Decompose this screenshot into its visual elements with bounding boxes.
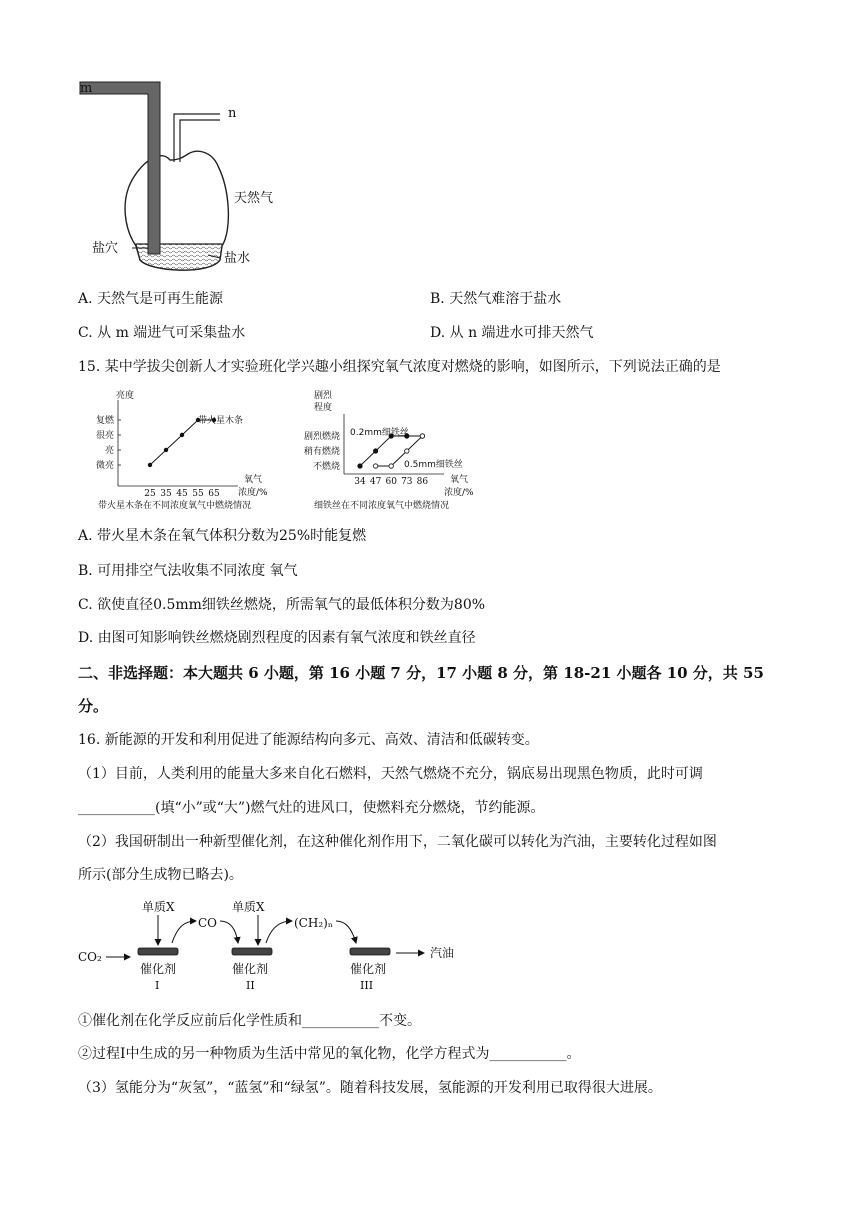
right-xtick-label: 86: [416, 477, 429, 487]
q15-option-c: C. 欲使直径0.5mm细铁丝燃烧，所需氧气的最低体积分数为80%: [78, 597, 486, 613]
roman-3: III: [360, 979, 374, 992]
roman-1: I: [155, 979, 160, 992]
q16-p2-line1: （2）我国研制出一种新型催化剂，在这种催化剂作用下，二氧化碳可以转化为汽油，主要转化过程如图: [78, 834, 717, 850]
section2-heading-line2: 分。: [78, 697, 109, 715]
co2-label: CO₂: [78, 950, 102, 964]
left-xlabel-2: 浓度/%: [238, 488, 268, 498]
left-ytick-label: 很亮: [95, 431, 114, 441]
q15-option-d: D. 由图可知影响铁丝燃烧剧烈程度的因素有氧气浓度和铁丝直径: [78, 630, 476, 646]
ch2n-label: (CH₂)ₙ: [294, 916, 334, 930]
left-ytick-label: 复燃: [95, 416, 114, 426]
q16-sub1: ①催化剂在化学反应前后化学性质和___________不变。: [78, 1013, 421, 1029]
gasoline-label: 汽油: [430, 946, 455, 960]
q16-sub2: ②过程Ⅰ中生成的另一种物质为生活中常见的氧化物，化学方程式为___________。: [78, 1046, 581, 1062]
q15-stem: 15. 某中学拔尖创新人才实验班化学兴趣小组探究氧气浓度对燃烧的影响，如图所示，下列说法正确的是: [78, 359, 721, 375]
q16-p1-line1: （1）目前，人类利用的能量大多来自化石燃料，天然气燃烧不充分，锅底易出现黑色物质，此时可调: [78, 766, 703, 782]
roman-2: II: [246, 979, 255, 992]
right-chart-ylabel-2: 程度: [314, 403, 333, 413]
pipe-n: [174, 114, 220, 162]
element-x-label-2: 单质X: [232, 900, 265, 914]
section2-heading-line1: 二、非选择题：本大题共 6 小题，第 16 小题 7 分，17 小题 8 分，第 18-21 小题各 10 分，共 55: [78, 664, 764, 682]
catalyst-label-2: 催化剂: [232, 962, 269, 976]
catalyst-disk-1: [138, 948, 178, 955]
left-chart-caption: 带火星木条在不同浓度氧气中燃烧情况: [98, 501, 252, 511]
right-xtick-label: 73: [401, 477, 413, 487]
label-n: n: [228, 106, 237, 121]
right-series-point-0: [358, 464, 362, 468]
q14-option-d: D. 从 n 端进水可排天然气: [430, 325, 594, 341]
label-cave: 盐穴: [92, 241, 119, 256]
left-xtick-label: 45: [176, 489, 188, 499]
salt-cavern-figure: [70, 70, 310, 280]
catalyst-label-1: 催化剂: [140, 962, 177, 976]
left-xtick-label: 55: [192, 489, 204, 499]
catalyst-label-3: 催化剂: [350, 962, 387, 976]
right-xlabel-2: 浓度/%: [444, 488, 474, 498]
left-series-point: [164, 448, 168, 452]
catalyst-disk-3: [350, 948, 390, 955]
catalysis-process-diagram: [74, 895, 494, 1005]
q16-p3: （3）氢能分为“灰氢”，“蓝氢”和“绿氢”。随着科技发展，氢能源的开发利用已取得很大进展。: [78, 1080, 662, 1096]
right-xtick-label: 34: [354, 477, 366, 487]
left-chart-ylabel: 亮度: [116, 391, 135, 401]
right-series-point-1: [405, 449, 409, 453]
chart-wood-splint: [78, 386, 298, 514]
right-series-point-1: [420, 434, 424, 438]
left-xtick-label: 35: [160, 489, 172, 499]
right-ytick-label: 剧烈燃烧: [303, 432, 340, 442]
right-series-b-label: 0.5mm细铁丝: [404, 460, 463, 470]
right-chart-ylabel-1: 剧烈: [314, 391, 333, 401]
right-xtick-label: 60: [385, 477, 397, 487]
left-xtick-label: 65: [208, 489, 220, 499]
q16-p1-line2: ___________(填“小”或“大”)燃气灶的进风口，使燃料充分燃烧，节约能源。: [78, 800, 545, 816]
label-gas: 天然气: [234, 191, 274, 206]
left-series-point: [148, 463, 152, 467]
right-ytick-label: 稍有燃烧: [303, 447, 340, 457]
q15-option-b: B. 可用排空气法收集不同浓度 氧气: [78, 563, 298, 579]
co-label: CO: [198, 916, 218, 930]
q16-p2-line2: 所示(部分生成物已略去)。: [78, 867, 243, 883]
left-xtick-label: 25: [144, 489, 156, 499]
element-x-label-1: 单质X: [142, 900, 175, 914]
q14-option-c: C. 从 m 端进气可采集盐水: [78, 325, 246, 341]
label-brine: 盐水: [224, 251, 251, 266]
right-series-point-0: [373, 449, 377, 453]
right-series-point-1: [373, 464, 377, 468]
left-series-label: 带火星木条: [198, 416, 244, 426]
left-ytick-label: 亮: [104, 446, 114, 456]
chart-iron-wire: [284, 386, 504, 514]
left-xlabel-1: 氧气: [244, 475, 263, 485]
catalyst-disk-2: [232, 948, 272, 955]
pipe-m: [80, 82, 160, 254]
right-chart-caption: 细铁丝在不同浓度氧气中燃烧情况: [314, 501, 450, 511]
q14-option-a: A. 天然气是可再生能源: [78, 291, 224, 307]
right-series-point-1: [389, 464, 393, 468]
left-series-point: [180, 433, 184, 437]
right-ytick-label: 不燃烧: [312, 462, 340, 472]
q15-option-a: A. 带火星木条在氧气体积分数为25%时能复燃: [78, 528, 367, 544]
right-xlabel-1: 氧气: [450, 475, 469, 485]
right-series-a-label: 0.2mm细铁丝: [350, 428, 409, 438]
left-ytick-label: 微亮: [95, 461, 114, 471]
q14-option-b: B. 天然气难溶于盐水: [430, 291, 562, 307]
q16-stem: 16. 新能源的开发和利用促进了能源结构向多元、高效、清洁和低碳转变。: [78, 732, 539, 748]
right-xtick-label: 47: [369, 477, 382, 487]
label-m: m: [80, 81, 93, 96]
left-series-line: [150, 420, 214, 465]
